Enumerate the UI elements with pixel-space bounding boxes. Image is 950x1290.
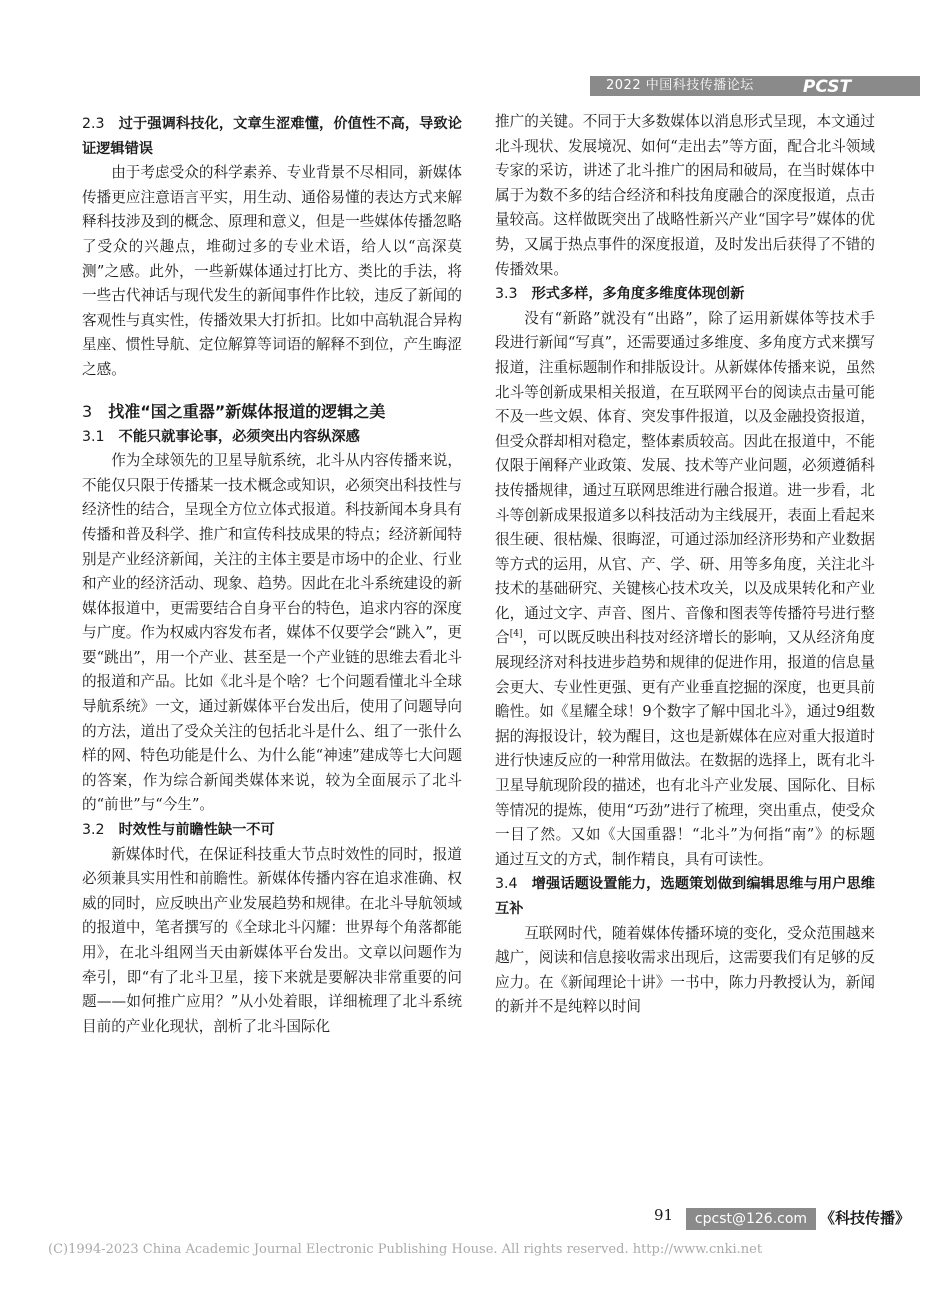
section-heading-3-3: 3.3 形式多样，多角度多维度体现创新 bbox=[495, 286, 745, 303]
paragraph: 作为全球领先的卫星导航系统，北斗从内容传播来说，不能仅只限于传播某一技术概念或知识，必须突出科技性与经济性的结合，呈现全方位立体式报道。科技新闻本身具有传播和普及科学、推广和宣传科技成果的特点；经济新闻特别是产业经济新闻，关注的主体主要是市场中的企业、行业和产业的经济活动、现象、趋势。因此在北斗系统建设的新媒体报道中，更需要结合自身平台的特色，追求内容的深度与广度。作为权威内容发布者，媒体不仅要学会“跳入”，更要“跳出”，用一个产业、甚至是一个产业链的思维去看北斗的报道和产品。比如《北斗是个啥？七个问题看懂北斗全球导航系统》一文，通过新媒体平台发出后，使用了问题导向的方法，道出了受众关注的包括北斗是什么、组了一张什么样的网、特色功能是什么、为什么能“神速”建成等七大问题的答案，作为综合新闻类媒体来说，较为全面展示了北斗的“前世”与“今生”。 bbox=[82, 452, 462, 814]
paragraph-continued: 推广的关键。不同于大多数媒体以消息形式呈现，本文通过北斗现状、发展境况、如何“走出去”等方面，配合北斗领域专家的采访，讲述了北斗推广的困局和破局，在当时媒体中属于为数不多的结合经济和科技角度融合的深度报道，点击量较高。这样做既突出了战略性新兴产业“国字号”媒体的优势，又属于热点事件的深度报道，及时发出后获得了不错的传播效果。 bbox=[495, 113, 875, 278]
section-heading-3: 3 找准“国之重器”新媒体报道的逻辑之美 bbox=[82, 401, 386, 421]
logo-text: PCST bbox=[802, 77, 852, 97]
citation-ref: [4] bbox=[509, 629, 523, 640]
section-heading-3-4: 3.4 增强话题设置能力，选题策划做到编辑思维与用户思维互补 bbox=[495, 876, 875, 917]
pcst-logo bbox=[784, 72, 870, 98]
section-heading-3-2: 3.2 时效性与前瞻性缺一不可 bbox=[82, 822, 275, 839]
conference-title: 2022 中国科技传播论坛 bbox=[606, 78, 754, 93]
paragraph: 由于考虑受众的科学素养、专业背景不尽相同，新媒体传播更应注意语言平实，用生动、通俗易懂的表达方式来解释科技涉及到的概念、原理和意义，但是一些媒体传播忽略了受众的兴趣点，堆砌过多的专业术语，给人以“高深莫测”之感。此外，一些新媒体通过打比方、类比的手法，将一些古代神话与现代发生的新闻事件作比较，违反了新闻的客观性与真实性，传播效果大打折扣。比如中高轨混合异构星座、惯性导航、定位解算等词语的解释不到位，产生晦涩之感。 bbox=[82, 164, 462, 378]
journal-name: 《科技传播》 bbox=[820, 1209, 911, 1227]
paragraph: 新媒体时代，在保证科技重大节点时效性的同时，报道必须兼具实用性和前瞻性。新媒体传播内容在追求准确、权威的同时，应反映出产业发展趋势和规律。在北斗导航领域的报道中，笔者撰写的《全球北斗闪耀：世界每个角落都能用》，在北斗组网当天由新媒体平台发出。文章以问题作为牵引，即“有了北斗卫星，接下来就是要解决非常重要的问题——如何推广应用？”从小处着眼，详细梳理了北斗系统目前的产业化现状，剖析了北斗国际化 bbox=[82, 845, 462, 1035]
right-column bbox=[495, 110, 875, 1020]
page-number: 91 bbox=[654, 1206, 674, 1224]
journal-email: cpcst@126.com bbox=[686, 1208, 816, 1230]
paragraph: 互联网时代，随着媒体传播环境的变化，受众范围越来越广，阅读和信息接收需求出现后，这需要我们有足够的反应力。在《新闻理论十讲》一书中，陈力丹教授认为，新闻的新并不是纯粹以时间 bbox=[495, 924, 875, 1016]
paragraph: 没有“新路”就没有“出路”，除了运用新媒体等技术手段进行新闻“写真”，还需要通过多维度、多角度方式来撰写报道，注重标题制作和排版设计。从新媒体传播来说，虽然北斗等创新成果相关报道，在互联网平台的阅读点击量可能不及一些文娱、体育、突发事件报道，以及金融投资报道，但受众群却相对稳定，整体素质较高。因此在报道中，不能仅限于阐释产业政策、发展、技术等产业问题，必须遵循科技传播规律，通过互联网思维进行融合报道。进一步看，北斗等创新成果报道多以科技活动为主线展开，表面上看起来很生硬、很枯燥、很晦涩，可通过添加经济形势和产业数据等方式的运用，从官、产、学、研、用等多角度，关注北斗技术的基础研究、关键核心技术攻关，以及成果转化和产业化，通过文字、声音、图片、音像和图表等传播符号进行整合[4]，可以既反映出科技对经济增长的影响，又从经济角度展现经济对科技进步趋势和规律的促进作用，报道的信息量会更大、专业性更强、更有产业垂直挖掘的深度，也更具前瞻性。如《星耀全球！9个数字了解中国北斗》，通过9组数据的海报设计，较为醒目，这也是新媒体在应对重大报道时进行快速反应的一种常用做法。在数据的选择上，既有北斗卫星导航现阶段的描述，也有北斗产业发展、国际化、目标等情况的提炼，使用“巧劲”进行了梳理，突出重点，使受众一目了然。又如《大国重器！“北斗”为何指“南”》的标题通过互文的方式，制作精良，具有可读性。 bbox=[495, 309, 875, 868]
section-heading-3-1: 3.1 不能只就事论事，必须突出内容纵深感 bbox=[82, 428, 360, 445]
copyright-watermark: (C)1994-2023 China Academic Journal Electronic Publishing House. All rights reserved. http://www.cnki.net bbox=[48, 1242, 763, 1257]
left-column bbox=[82, 112, 462, 1039]
section-heading-2-3: 2.3 过于强调科技化，文章生涩难懂，价值性不高，导致论证逻辑错误 bbox=[82, 116, 462, 157]
